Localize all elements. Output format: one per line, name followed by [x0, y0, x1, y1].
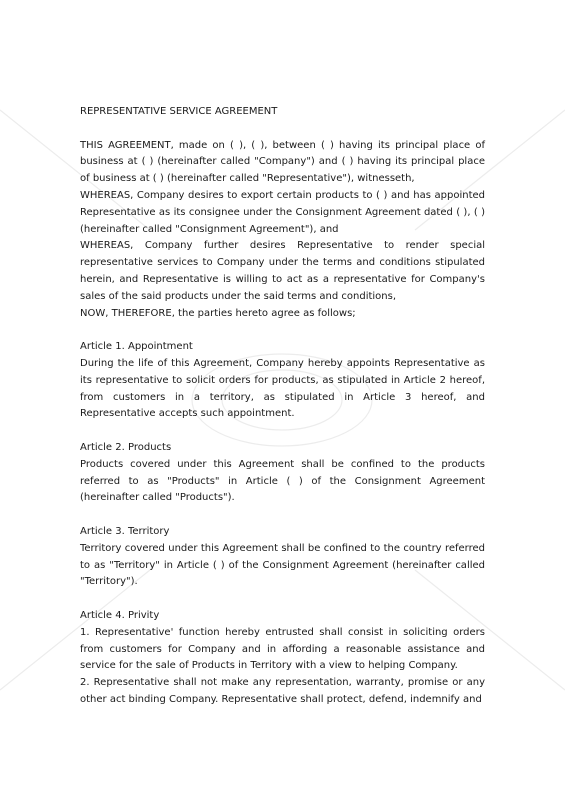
- article-4-paragraph-2: 2. Representative shall not make any representation, warranty, promise or any other act binding Company. Representative shall protect, defend, indemnify and: [80, 677, 485, 705]
- article-3-heading: Article 3. Territory: [80, 525, 170, 537]
- preamble-whereas-1: WHEREAS, Company desires to export certain products to ( ) and has appointed Representative as its consignee under the Consignment Agreement dated ( ), ( ) (hereinafter called "Consignment Agreement"), and: [80, 189, 485, 235]
- article-1-paragraph: During the life of this Agreement, Company hereby appoints Representative as its representative to solicit orders for products, as stipulated in Article 2 hereof, from customers in a territory, as stipulated in Article 3 hereof, and Representative accepts such appointment.: [80, 357, 485, 420]
- preamble-parties: THIS AGREEMENT, made on ( ), ( ), between ( ) having its principal place of business at ( ) (hereinafter called "Company") and ( ) having its principal place of business at ( ) (hereinafter called "Representative"), witnesseth,: [80, 139, 485, 185]
- section-gap: [80, 322, 485, 339]
- article-3-paragraph: Territory covered under this Agreement shall be confined to the country referred to as "Territory" in Article ( ) of the Consignment Agreement (hereinafter called "Territory").: [80, 542, 485, 588]
- article-4-heading: Article 4. Privity: [80, 609, 160, 621]
- section-gap: [80, 507, 485, 524]
- preamble-whereas-2: WHEREAS, Company further desires Representative to render special representative services to Company under the terms and conditions stipulated herein, and Representative is willing to act as a representative for Company's sales of the said products under the said terms and conditions,: [80, 240, 485, 302]
- document-body: [80, 104, 485, 709]
- article-2-heading: Article 2. Products: [80, 441, 172, 453]
- article-1-heading: Article 1. Appointment: [80, 341, 193, 353]
- article-4-paragraph-1: 1. Representative' function hereby entrusted shall consist in soliciting orders from customers for Company and in affording a reasonable assistance and service for the sale of Products in Territory with a view to helping Company.: [80, 626, 485, 672]
- document-title: REPRESENTATIVE SERVICE AGREEMENT: [80, 106, 278, 117]
- preamble-now-therefore: NOW, THEREFORE, the parties hereto agree as follows;: [80, 307, 356, 319]
- section-gap: [80, 423, 485, 440]
- section-gap: [80, 591, 485, 608]
- article-2-paragraph: Products covered under this Agreement shall be confined to the products referred to as "Products" in Article ( ) of the Consignment Agreement (hereinafter called "Products").: [80, 458, 485, 504]
